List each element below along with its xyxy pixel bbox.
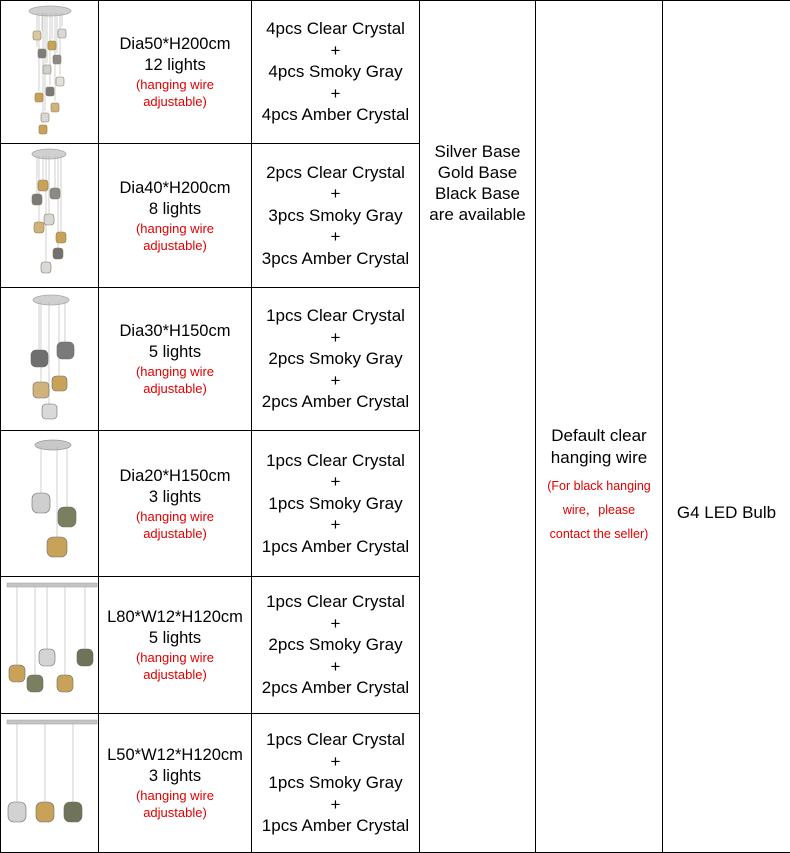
hanging-note-line1: (hanging wire (135, 508, 215, 524)
hanging-note-line1: (hanging wire (135, 77, 215, 92)
dimension-text: Dia30*H150cm (119, 322, 231, 340)
lights-count: 3 lights (148, 767, 202, 785)
plus-sign: + (330, 656, 341, 676)
hanging-note-line2: adjustable) (143, 667, 207, 682)
lights-count: 3 lights (148, 487, 202, 506)
plus-sign: + (330, 515, 341, 535)
hanging-note-line1: (hanging wire (135, 364, 215, 379)
plus-sign: + (330, 184, 341, 204)
plus-sign: + (330, 751, 341, 771)
wire-note-line1: (For black hanging (547, 479, 651, 493)
lights-count: 5 lights (148, 629, 202, 647)
crystal-amber: 1pcs Amber Crystal (261, 816, 410, 836)
crystal-cell (252, 144, 420, 288)
product-image-cell (1, 1, 99, 144)
crystal-clear: 1pcs Clear Crystal (266, 306, 405, 326)
crystal-smoky: 4pcs Smoky Gray (268, 62, 403, 82)
dimension-text: Dia20*H150cm (119, 466, 231, 485)
crystal-clear: 4pcs Clear Crystal (266, 19, 405, 39)
plus-sign: + (330, 794, 341, 814)
dimension-text: L50*W12*H120cm (107, 746, 243, 764)
dimension-text: Dia40*H200cm (119, 178, 231, 197)
crystal-amber: 2pcs Amber Crystal (261, 678, 410, 698)
crystal-smoky: 1pcs Smoky Gray (268, 493, 403, 513)
wire-cell (536, 1, 663, 853)
crystal-cell (252, 288, 420, 431)
wire-default-line1: Default clear (551, 426, 647, 445)
hanging-note-line2: adjustable) (143, 525, 207, 541)
base-availability: are available (429, 205, 526, 224)
crystal-clear: 1pcs Clear Crystal (266, 450, 405, 470)
crystal-amber: 2pcs Amber Crystal (261, 392, 410, 412)
bulb-cell (663, 1, 790, 853)
crystal-smoky: 1pcs Smoky Gray (268, 773, 403, 793)
lights-count: 8 lights (148, 199, 202, 218)
crystal-clear: 2pcs Clear Crystal (266, 162, 405, 182)
crystal-smoky: 3pcs Smoky Gray (268, 205, 403, 225)
crystal-smoky: 2pcs Smoky Gray (268, 349, 403, 369)
wire-note-line2: wire，please (562, 503, 636, 517)
base-options-cell (420, 1, 536, 853)
base-silver: Silver Base (434, 142, 521, 161)
size-cell (99, 577, 252, 714)
crystal-cell (252, 714, 420, 853)
plus-sign: + (330, 327, 341, 347)
crystal-clear: 1pcs Clear Crystal (266, 592, 405, 612)
lights-count: 5 lights (148, 343, 202, 361)
plus-sign: + (330, 83, 341, 103)
plus-sign: + (330, 472, 341, 492)
wire-note-line3: contact the seller) (549, 527, 649, 541)
crystal-cell (252, 577, 420, 714)
hanging-note-line2: adjustable) (143, 805, 207, 820)
pendant-5-lights-linear-icon (1, 577, 99, 713)
product-image-cell (1, 714, 99, 853)
pendant-3-lights-round-icon (1, 431, 99, 576)
product-image-cell (1, 144, 99, 288)
hanging-note-line1: (hanging wire (135, 220, 215, 236)
pendant-8-lights-icon (1, 144, 99, 287)
dimension-text: Dia50*H200cm (119, 35, 231, 53)
product-image-cell (1, 288, 99, 431)
hanging-note-line1: (hanging wire (135, 788, 215, 803)
crystal-cell (252, 1, 420, 144)
size-cell (99, 288, 252, 431)
crystal-amber: 1pcs Amber Crystal (261, 536, 410, 556)
size-cell (99, 144, 252, 288)
table-row (1, 1, 790, 144)
hanging-note-line1: (hanging wire (135, 650, 215, 665)
base-gold: Gold Base (437, 163, 518, 182)
pendant-5-lights-round-icon (1, 288, 99, 430)
hanging-note-line2: adjustable) (143, 94, 207, 109)
size-cell (99, 431, 252, 577)
dimension-text: L80*W12*H120cm (107, 608, 243, 626)
bulb-type: G4 LED Bulb (676, 502, 777, 522)
plus-sign: + (330, 40, 341, 60)
product-image-cell (1, 577, 99, 714)
crystal-clear: 1pcs Clear Crystal (266, 730, 405, 750)
plus-sign: + (330, 227, 341, 247)
plus-sign: + (330, 613, 341, 633)
lights-count: 12 lights (144, 56, 206, 74)
wire-default-line2: hanging wire (550, 447, 648, 467)
crystal-cell (252, 431, 420, 577)
crystal-amber: 3pcs Amber Crystal (261, 248, 410, 268)
crystal-smoky: 2pcs Smoky Gray (268, 635, 403, 655)
size-cell (99, 714, 252, 853)
hanging-note-line2: adjustable) (143, 237, 207, 253)
crystal-amber: 4pcs Amber Crystal (261, 105, 410, 125)
hanging-note-line2: adjustable) (143, 381, 207, 396)
pendant-3-lights-linear-icon (1, 714, 99, 852)
pendant-12-lights-icon (1, 1, 99, 143)
plus-sign: + (330, 370, 341, 390)
size-cell (99, 1, 252, 144)
base-black: Black Base (434, 184, 521, 203)
product-image-cell (1, 431, 99, 577)
